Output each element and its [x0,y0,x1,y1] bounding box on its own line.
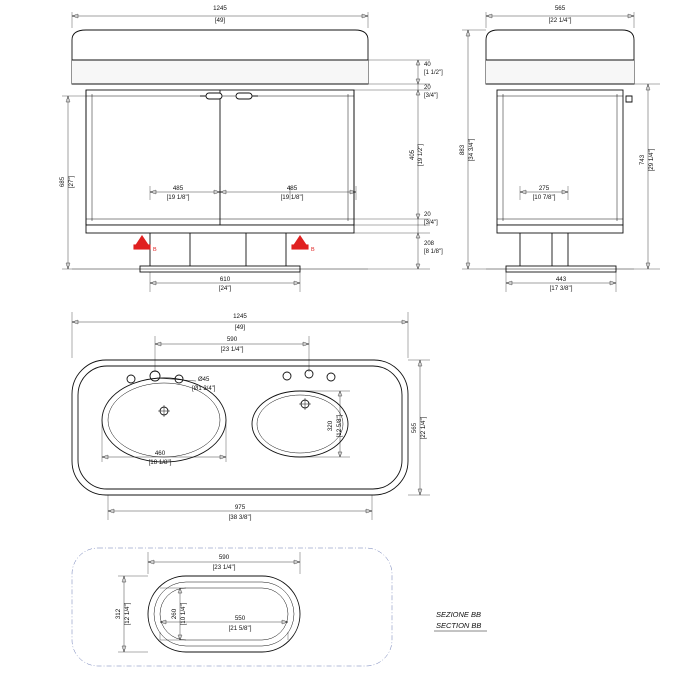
dim-front-right-stack [354,60,443,269]
dim-text: [18 1/8"] [148,459,172,466]
dim-text: [12 5/8"] [336,414,343,438]
dim-text: 275 [538,185,550,192]
dim-text: [27"] [68,175,75,189]
dim-text: 20 [424,85,431,91]
section-marker-left [134,236,157,253]
dim-text: 312 [115,608,122,620]
front-view [59,5,443,292]
dim-text: 685 [59,176,66,188]
dim-text: [38 3/8"] [228,514,252,521]
dim-text: [49] [234,324,246,331]
dim-text: [1 1/2"] [424,70,443,76]
dim-text: [19 1/2"] [418,143,424,167]
dim-text: 565 [554,5,566,12]
dim-text: 208 [424,241,435,247]
dim-text: 405 [410,149,416,161]
dim-text: [23 1/4"] [220,346,244,353]
dim-text: 260 [171,608,178,620]
dim-section-590 [148,552,300,574]
dim-text: [21 5/8"] [228,625,252,632]
dim-side-height-743 [634,84,660,269]
dim-text: 550 [234,615,246,622]
dim-text: [49] [214,17,226,24]
dim-text: 20 [424,212,431,218]
dim-front-610 [150,272,300,292]
dim-text: 610 [219,276,231,283]
dim-text: 590 [218,554,230,561]
dim-text: [34 3/4"] [468,138,475,162]
dim-text: 975 [234,504,246,511]
dim-text: 40 [424,62,431,68]
dim-text: 443 [555,276,567,283]
dim-text: [19 1/8"] [280,194,304,201]
dim-text: [19 1/8"] [166,194,190,201]
dim-text: Ø45 [198,377,210,383]
dim-text: [Ø1 3/4"] [192,386,216,392]
side-view [459,5,660,292]
dim-text: 1245 [233,313,247,320]
svg-text:B: B [153,247,157,253]
dim-text: 743 [639,154,646,166]
dim-side-443 [506,272,616,292]
section-label [434,610,487,631]
dim-text: 485 [286,185,298,192]
dim-text: 883 [459,144,466,156]
dim-front-height [59,96,86,269]
section-label-it: SEZIONE BB [436,610,482,619]
dim-text: [12 1/4"] [124,602,131,626]
dim-text: [23 1/4"] [212,564,236,571]
top-view [72,312,430,521]
dim-text: [24"] [218,285,232,292]
dim-text: [22 1/4"] [548,17,572,24]
dim-side-width [486,5,634,28]
dim-text: [10 1/4"] [180,602,187,626]
dim-text: [17 3/8"] [549,285,573,292]
dim-text: 1245 [213,5,227,12]
svg-text:B: B [311,247,315,253]
dim-text: [10 7/8"] [532,194,556,201]
dim-text: 485 [172,185,184,192]
dim-text: [3/4"] [424,220,438,226]
section-marker-right [292,236,315,253]
dim-text: 565 [411,422,418,434]
dim-front-width [72,5,368,28]
dim-top-depth [408,360,430,495]
dim-section-260 [160,588,187,640]
dim-text: [29 1/4"] [648,148,655,172]
dim-text: [22 1/4"] [420,416,427,440]
dim-text: [3/4"] [424,93,438,99]
dim-text: 320 [327,420,334,432]
dim-section-312 [115,576,148,652]
section-label-en: SECTION BB [436,621,482,630]
dim-text: [8 1/8"] [424,249,443,255]
dim-text: 590 [226,336,238,343]
section-bb-view [72,548,487,666]
dim-side-total-height [459,30,486,269]
dim-text: 460 [154,450,166,457]
dim-top-975 [108,495,372,521]
